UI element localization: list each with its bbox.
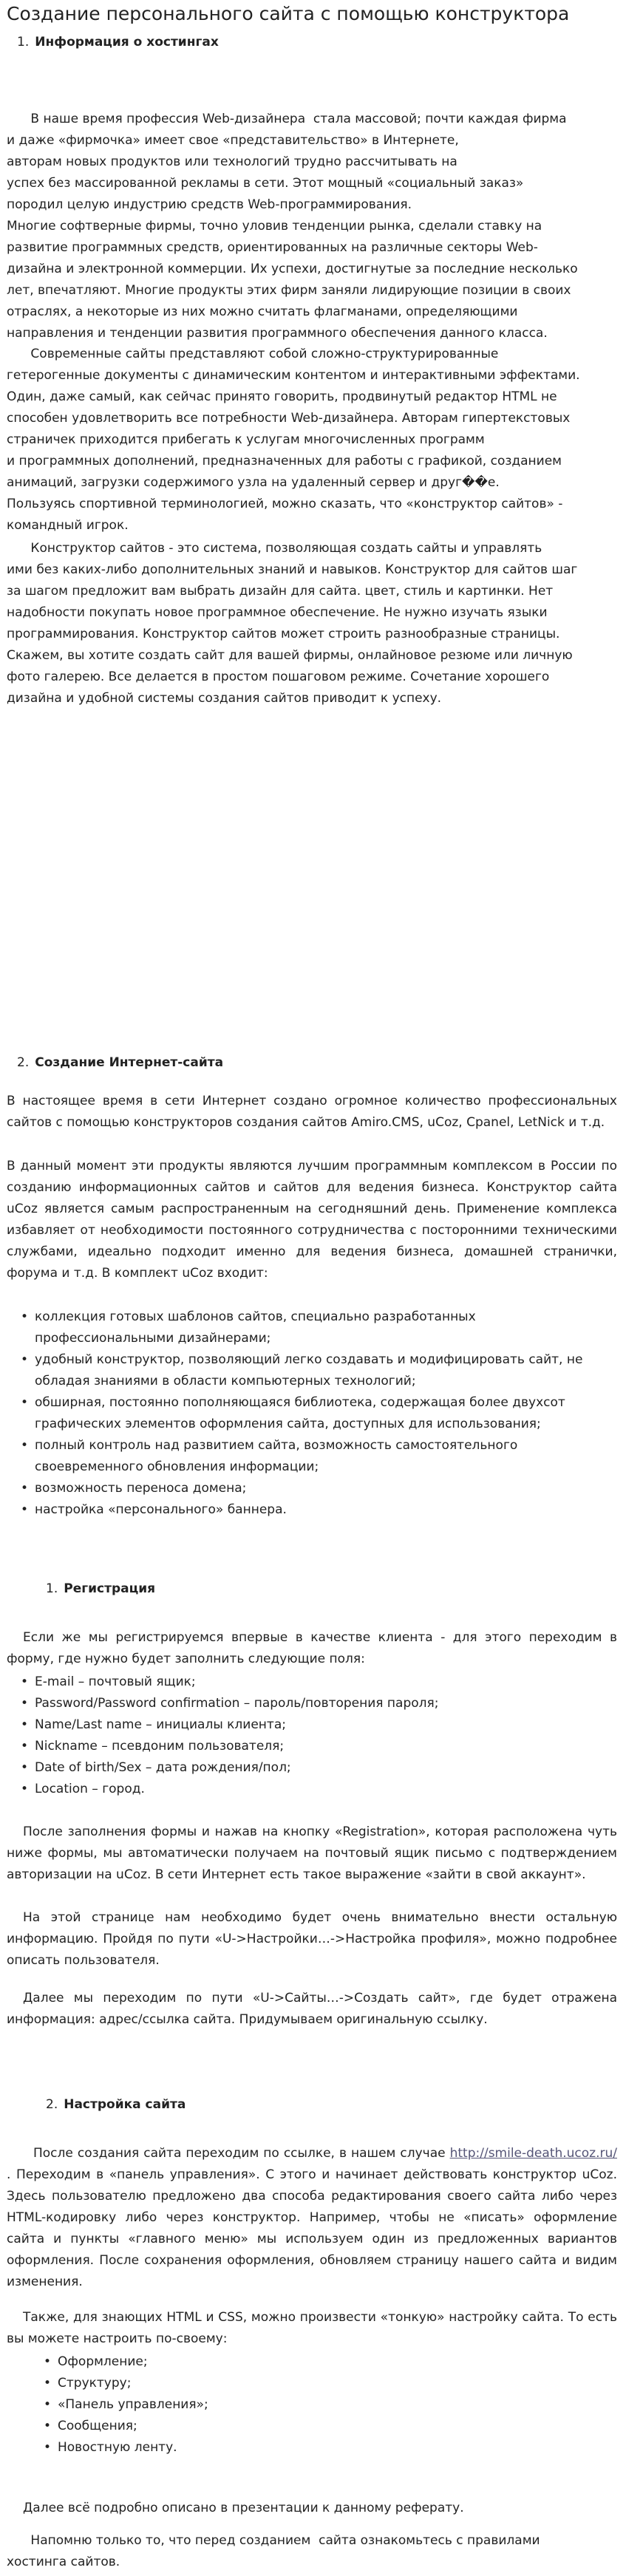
section-number: 1. — [17, 35, 30, 50]
section-title: Регистрация — [64, 1581, 156, 1596]
paragraph-text: На этой странице нам необходимо будет очень внимательно внести остальную информацию. Пройдя по пути «U->Настройки…->Настройка профиля», можно подробнее описать пользователя. — [7, 1910, 617, 1968]
text-line: Современные сайты представляют собой сложно-структурированные — [7, 347, 499, 361]
customization-list — [7, 2351, 617, 2459]
registration-fields-list — [7, 1672, 617, 1800]
text-line: программирования. Конструктор сайтов может строить разнообразные страницы. — [7, 627, 560, 641]
section-title: Создание Интернет-сайта — [35, 1055, 224, 1070]
section-number: 1. — [46, 1581, 58, 1596]
settings-paragraph-3 — [7, 2498, 617, 2519]
text-line: дизайна и удобной системы создания сайтов приводит к успеху. — [7, 691, 442, 706]
paragraph-text: В настоящее время в сети Интернет создано огромное количество профессиональных сайтов с помощью конструкторов создания сайтов Amiro.CMS, uCoz, Cpanel, LetNick и т.д. — [7, 1094, 617, 1130]
text-line: Напомню только то, что перед созданием сайта ознакомьтесь с правилами — [7, 2533, 540, 2548]
section-number: 2. — [46, 2097, 58, 2112]
text-line: хостинга сайтов. — [7, 2555, 120, 2569]
intro-paragraph-2 — [7, 344, 617, 536]
paragraph-text-start: После создания сайта переходим по ссылке, в нашем случае — [33, 2146, 450, 2161]
creation-paragraph-2 — [7, 1156, 617, 1284]
list-item: • Структуру; — [7, 2373, 617, 2394]
text-line: и даже «фирмочка» имеет свое «представительство» в Интернете, — [7, 133, 459, 148]
section-title: Настройка сайта — [64, 2097, 186, 2112]
text-line: отраслях, а некоторые из них можно считать флагманами, определяющими — [7, 304, 518, 319]
list-item: • Новостную ленту. — [7, 2437, 617, 2459]
text-line: гетерогенные документы с динамическим контентом и интерактивными эффектами. — [7, 368, 580, 383]
text-line: и программных дополнений, предназначенных для работы с графикой, созданием — [7, 454, 562, 468]
list-item: • Location – город. — [7, 1779, 617, 1800]
registration-paragraph-3 — [7, 1907, 617, 1972]
text-line: фото галерею. Все делается в простом пошаговом режиме. Сочетание хорошего — [7, 669, 550, 684]
document-title: Создание персонального сайта с помощью конструктора — [7, 3, 570, 24]
list-item: • Name/Last name – инициалы клиента; — [7, 1714, 617, 1736]
paragraph-text: Далее всё подробно описано в презентации к данному реферату. — [23, 2501, 464, 2515]
text-line: лет, впечатляют. Многие продукты этих фирм заняли лидирующие позиции в своих — [7, 283, 571, 298]
text-line: анимаций, загрузки содержимого узла на удаленный сервер и друг��е. — [7, 475, 500, 490]
text-line: авторам новых продуктов или технологий трудно рассчитывать на — [7, 154, 457, 169]
text-line: породил целую индустрию средств Web-программирования. — [7, 197, 412, 212]
paragraph-text: Если же мы регистрируемся впервые в качестве клиента - для этого переходим в форму, где нужно будет заполнить следующие поля: — [7, 1630, 617, 1666]
text-line: направления и тенденции развития программного обеспечения данного класса. — [7, 326, 548, 341]
list-item: • полный контроль над развитием сайта, возможность самостоятельного своевременного обновления информации; — [7, 1435, 617, 1478]
section-heading-hosting — [17, 32, 219, 53]
registration-paragraph-1 — [7, 1627, 617, 1670]
text-line: командный игрок. — [7, 518, 129, 533]
list-item: • настройка «персонального» баннера. — [7, 1499, 617, 1521]
settings-paragraph-4 — [7, 2530, 617, 2573]
settings-paragraph-2 — [7, 2307, 617, 2350]
list-item: • Date of birth/Sex – дата рождения/пол; — [7, 1757, 617, 1779]
text-line: Один, даже самый, как сейчас принято говорить, продвинутый редактор HTML не — [7, 389, 557, 404]
section-heading-site-settings — [46, 2094, 186, 2116]
text-line: Многие софтверные фирмы, точно уловив тенденции рынка, сделали ставку на — [7, 219, 542, 234]
list-item: • обширная, постоянно пополняющаяся библиотека, содержащая более двухсот графических элементов оформления сайта, доступных для использования; — [7, 1392, 617, 1435]
section-heading-registration — [46, 1578, 155, 1600]
paragraph-text: В данный момент эти продукты являются лучшим программным комплексом в России по созданию информационных сайтов и сайтов для ведения бизнеса. Конструктор сайта uCoz является самым распространенным на сегодняшний день. Применение комплекса избавляет от необходимости постоянного сотрудничества с посторонними техническими службами, идеально подходит именно для ведения бизнеса, домашней странички, форума и т.д. В комплект uCoz входит: — [7, 1159, 617, 1281]
creation-paragraph-1 — [7, 1091, 617, 1134]
intro-paragraph-1 — [7, 109, 617, 344]
text-line: Скажем, вы хотите создать сайт для вашей фирмы, онлайновое резюме или личную — [7, 648, 573, 663]
registration-paragraph-2 — [7, 1822, 617, 1886]
text-line: за шагом предложит вам выбрать дизайн для сайта. цвет, стиль и картинки. Нет — [7, 584, 554, 599]
list-item: • Оформление; — [7, 2351, 617, 2373]
list-item: • удобный конструктор, позволяющий легко создавать и модифицировать сайт, не обладая знаниями в области компьютерных технологий; — [7, 1349, 617, 1392]
section-number: 2. — [17, 1055, 30, 1070]
registration-paragraph-4 — [7, 1988, 617, 2031]
text-line: развитие программных средств, ориентированных на различные секторы Web- — [7, 240, 538, 255]
list-item: • Сообщения; — [7, 2416, 617, 2437]
paragraph-text: Далее мы переходим по пути «U->Сайты…->Создать сайт», где будет отражена информация: адрес/ссылка сайта. Придумываем оригинальную ссылку. — [7, 1991, 617, 2027]
list-item: • возможность переноса домена; — [7, 1478, 617, 1499]
list-item: • E-mail – почтовый ящик; — [7, 1672, 617, 1693]
text-line: надобности покупать новое программное обеспечение. Не нужно изучать языки — [7, 605, 548, 620]
text-line: успех без массированной рекламы в сети. Этот мощный «социальный заказ» — [7, 176, 524, 191]
list-item: • Nickname – псевдоним пользователя; — [7, 1736, 617, 1757]
paragraph-text-end: . Переходим в «панель управления». С этого и начинает действовать конструктор uCoz. Здесь пользователю предложено два способа редактирования своего сайта либо через HTML-кодировку либо через конструктор. Например, чтобы не «писать» оформление сайта и пункты «главного меню» мы используем один из предложенных вариантов оформления. После сохранения оформления, обновляем страницу нашего сайта и видим изменения. — [7, 2167, 617, 2289]
text-line: дизайна и электронной коммерции. Их успехи, достигнутые за последние несколько — [7, 262, 578, 276]
list-item: • коллекция готовых шаблонов сайтов, специально разработанных профессиональными дизайнерами; — [7, 1306, 617, 1349]
text-line: В наше время профессия Web-дизайнера стала массовой; почти каждая фирма — [7, 112, 567, 126]
text-line: ими без каких-либо дополнительных знаний и навыков. Конструктор для сайтов шаг — [7, 562, 578, 577]
settings-paragraph-1 — [7, 2143, 617, 2293]
section-title: Информация о хостингах — [35, 35, 219, 50]
paragraph-text — [7, 2143, 617, 2293]
section-heading-website-creation — [17, 1052, 223, 1074]
paragraph-text: После заполнения формы и нажав на кнопку «Registration», которая расположена чуть ниже формы, мы автоматически получаем на почтовый ящик письмо с подтверждением авторизации на uCoz. В сети Интернет есть такое выражение «зайти в свой аккаунт». — [7, 1824, 617, 1882]
ucoz-features-list — [7, 1306, 617, 1521]
text-line: страничек приходится прибегать к услугам многочисленных программ — [7, 432, 485, 447]
text-line: способен удовлетворить все потребности Web-дизайнера. Авторам гипертекстовых — [7, 411, 571, 426]
text-line: Пользуясь спортивной терминологией, можно сказать, что «конструктор сайтов» - — [7, 497, 563, 511]
intro-paragraph-3 — [7, 538, 617, 709]
paragraph-text: Также, для знающих HTML и CSS, можно произвести «тонкую» настройку сайта. То есть вы можете настроить по-своему: — [7, 2310, 617, 2346]
text-line: Конструктор сайтов - это система, позволяющая создать сайты и управлять — [7, 541, 542, 556]
list-item: • «Панель управления»; — [7, 2394, 617, 2416]
list-item: • Password/Password confirmation – пароль/повторения пароля; — [7, 1693, 617, 1714]
site-link[interactable]: http://smile-death.ucoz.ru/ — [449, 2146, 617, 2161]
